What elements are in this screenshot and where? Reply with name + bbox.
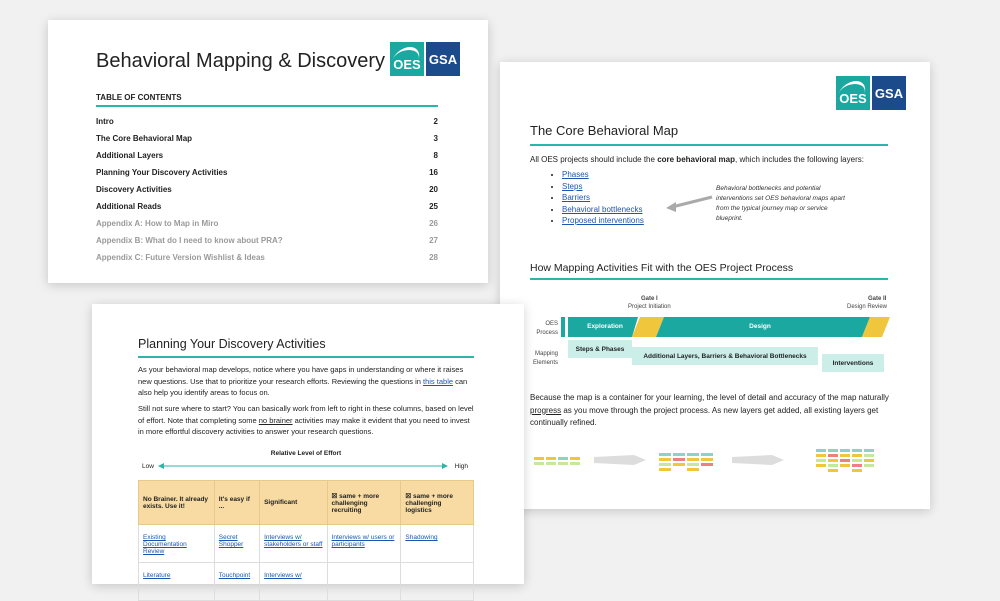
effort-title: Relative Level of Effort bbox=[270, 450, 342, 457]
toc-entry-page: 20 bbox=[429, 185, 438, 194]
layer-item bbox=[562, 215, 644, 227]
toc-entry[interactable] bbox=[96, 147, 438, 164]
activity-link[interactable]: Literature bbox=[143, 572, 171, 579]
table-row bbox=[139, 525, 474, 563]
activity-link[interactable]: Interviews w/ bbox=[264, 572, 302, 579]
toc-entry-label: Planning Your Discovery Activities bbox=[96, 168, 228, 177]
table-cell bbox=[401, 525, 474, 563]
toc-entry[interactable] bbox=[96, 198, 438, 215]
table-cell bbox=[139, 525, 215, 563]
toc-entry-label: The Core Behavioral Map bbox=[96, 134, 193, 143]
layer-link[interactable]: Steps bbox=[562, 181, 583, 191]
steps-phases-element: Steps & Phases bbox=[568, 340, 632, 358]
oes-process-label bbox=[534, 320, 558, 338]
discovery-activities-table bbox=[138, 480, 474, 601]
table-header-row bbox=[139, 481, 474, 525]
planning-paragraph-2 bbox=[138, 403, 474, 438]
layer-list bbox=[562, 169, 644, 227]
gate-1-sublabel: Project Initiation bbox=[628, 304, 671, 310]
oes-label: OES bbox=[545, 321, 558, 327]
activity-link[interactable]: Interviews w/ stakeholders or staff bbox=[264, 534, 323, 548]
gate-2-label: Gate II bbox=[868, 296, 887, 302]
paragraph-text-end: activities may make it evident that you need to invest in more effortful discovery activities to answer your research questions. bbox=[138, 415, 470, 436]
table-row bbox=[139, 563, 474, 601]
table-cell bbox=[260, 563, 327, 601]
this-table-link[interactable]: this table bbox=[423, 376, 454, 386]
toc-entry[interactable] bbox=[96, 232, 438, 249]
core-map-intro bbox=[530, 153, 900, 166]
table-cell bbox=[214, 563, 259, 601]
title-divider bbox=[530, 144, 888, 146]
table-cell bbox=[327, 525, 401, 563]
arrow-left-icon bbox=[664, 194, 714, 212]
table-column-header: No Brainer. It already exists. Use it! bbox=[139, 481, 215, 525]
gsa-logo: GSA bbox=[426, 42, 460, 76]
layer-link[interactable]: Proposed interventions bbox=[562, 216, 644, 225]
core-map-title: The Core Behavioral Map bbox=[530, 123, 679, 138]
elements-label: Elements bbox=[532, 360, 558, 366]
paragraph-text-end: as you move through the project process. As new layers get added, all existing layers get continually refined. bbox=[530, 405, 879, 427]
toc-page bbox=[48, 20, 488, 283]
progress-link[interactable]: progress bbox=[530, 405, 562, 415]
toc-entry[interactable] bbox=[96, 215, 438, 232]
paragraph-text: As your behavioral map develops, notice where you have gaps in understanding or where it raises new questions. Use that to prioritize your research efforts. Reviewing the questions in bbox=[138, 365, 464, 386]
toc-entry-label: Additional Reads bbox=[96, 202, 162, 211]
intro-text-end: , which includes the following layers: bbox=[735, 155, 864, 164]
effort-high-label: High bbox=[454, 463, 468, 470]
toc-entry[interactable] bbox=[96, 130, 438, 147]
oes-logo: OES bbox=[390, 42, 424, 76]
core-map-page bbox=[500, 62, 930, 509]
toc-entry-label: Discovery Activities bbox=[96, 185, 172, 194]
toc-entry-page: 26 bbox=[429, 219, 438, 228]
activity-link[interactable]: Shadowing bbox=[405, 534, 438, 541]
toc-entry[interactable] bbox=[96, 164, 438, 181]
toc-entry-page: 8 bbox=[433, 151, 438, 160]
toc-entry-label: Intro bbox=[96, 117, 114, 126]
toc-entry-page: 16 bbox=[429, 168, 438, 177]
toc-entry[interactable] bbox=[96, 113, 438, 130]
table-cell bbox=[139, 563, 215, 601]
table-column-header: Significant bbox=[260, 481, 327, 525]
toc-entry-label: Additional Layers bbox=[96, 151, 164, 160]
activity-link[interactable]: Touchpoint bbox=[218, 572, 251, 579]
oes-gsa-logo bbox=[836, 76, 906, 110]
mapping-label: Mapping bbox=[534, 351, 558, 357]
gate-1-label: Gate I bbox=[641, 296, 658, 302]
interventions-element: Interventions bbox=[822, 354, 884, 372]
toc-entry-label: Appendix B: What do I need to know about PRA? bbox=[96, 236, 283, 245]
process-label: Process bbox=[536, 330, 558, 336]
paragraph-text: Because the map is a container for your learning, the level of detail and accuracy of the map naturally bbox=[530, 393, 889, 402]
layer-item bbox=[562, 169, 644, 181]
thumbnail-early-map bbox=[534, 457, 580, 465]
mapping-elements-label bbox=[528, 350, 558, 368]
exploration-phase: Exploration bbox=[587, 323, 623, 330]
effort-arrow-icon bbox=[158, 462, 448, 470]
document-title: Behavioral Mapping & Discovery bbox=[96, 50, 386, 72]
table-cell bbox=[401, 563, 474, 601]
layer-link[interactable]: Behavioral bottlenecks bbox=[562, 204, 643, 214]
toc-list bbox=[96, 113, 438, 266]
table-cell bbox=[214, 525, 259, 563]
toc-entry[interactable] bbox=[96, 181, 438, 198]
process-section-title: How Mapping Activities Fit with the OES Project Process bbox=[530, 262, 794, 274]
arrow-right-icon bbox=[732, 455, 784, 465]
arrow-right-icon bbox=[594, 455, 646, 465]
paragraph-text: Still not sure where to start? You can basically work from left to right in these columns, based on level of effort. Note that completing some bbox=[138, 404, 474, 425]
oes-gsa-logo bbox=[390, 42, 460, 76]
table-column-header: It's easy if ... bbox=[214, 481, 259, 525]
bottleneck-note: Behavioral bottlenecks and potential interventions set OES behavioral maps apart from the typical journey map or service blueprint. bbox=[716, 185, 845, 222]
toc-entry-page: 25 bbox=[429, 202, 438, 211]
oes-logo: OES bbox=[836, 76, 870, 110]
gsa-logo: GSA bbox=[872, 76, 906, 110]
toc-entry-label: Appendix C: Future Version Wishlist & Ideas bbox=[96, 253, 265, 262]
toc-entry-page: 3 bbox=[433, 134, 438, 143]
layer-link[interactable]: Phases bbox=[562, 170, 589, 179]
effort-scale bbox=[138, 444, 474, 474]
table-column-header: ☒ same + more challenging recruiting bbox=[327, 481, 401, 525]
section-divider bbox=[530, 278, 888, 280]
paragraph-text-end: can also help you identify areas to focus on. bbox=[138, 376, 468, 397]
planning-title: Planning Your Discovery Activities bbox=[138, 337, 326, 351]
activity-link[interactable]: Existing Documentation Review bbox=[143, 534, 187, 555]
toc-divider bbox=[96, 105, 438, 107]
map-evolution-thumbnails bbox=[534, 447, 894, 477]
thumbnail-mid-map bbox=[659, 453, 713, 471]
no-brainer-link[interactable]: no brainer bbox=[258, 415, 293, 425]
intro-bold: core behavioral map bbox=[657, 155, 735, 164]
gate-2-sublabel: Design Review bbox=[847, 304, 888, 310]
layer-item bbox=[562, 204, 644, 216]
toc-entry-page: 28 bbox=[429, 253, 438, 262]
effort-low-label: Low bbox=[142, 463, 154, 470]
table-column-header: ☒ same + more challenging logistics bbox=[401, 481, 474, 525]
map-container-paragraph bbox=[530, 392, 900, 430]
intro-text: All OES projects should include the bbox=[530, 155, 658, 164]
design-phase: Design bbox=[749, 323, 771, 330]
thumbnail-full-map bbox=[816, 449, 874, 472]
table-cell bbox=[260, 525, 327, 563]
planning-paragraph-1 bbox=[138, 364, 474, 399]
layer-item bbox=[562, 192, 644, 204]
activity-link[interactable]: Interviews w/ users or participants bbox=[331, 534, 395, 548]
toc-entry-page: 27 bbox=[429, 236, 438, 245]
table-cell bbox=[327, 563, 401, 601]
layer-link[interactable]: Barriers bbox=[562, 193, 591, 202]
planning-divider bbox=[138, 356, 474, 358]
toc-entry[interactable] bbox=[96, 249, 438, 266]
layer-item bbox=[562, 181, 644, 193]
planning-page bbox=[92, 304, 524, 584]
toc-entry-page: 2 bbox=[433, 117, 438, 126]
toc-heading: TABLE OF CONTENTS bbox=[96, 93, 182, 102]
toc-entry-label: Appendix A: How to Map in Miro bbox=[96, 219, 219, 228]
additional-layers-element: Additional Layers, Barriers & Behavioral Bottlenecks bbox=[632, 347, 818, 365]
activity-link[interactable]: Secret Shopper bbox=[218, 534, 244, 548]
